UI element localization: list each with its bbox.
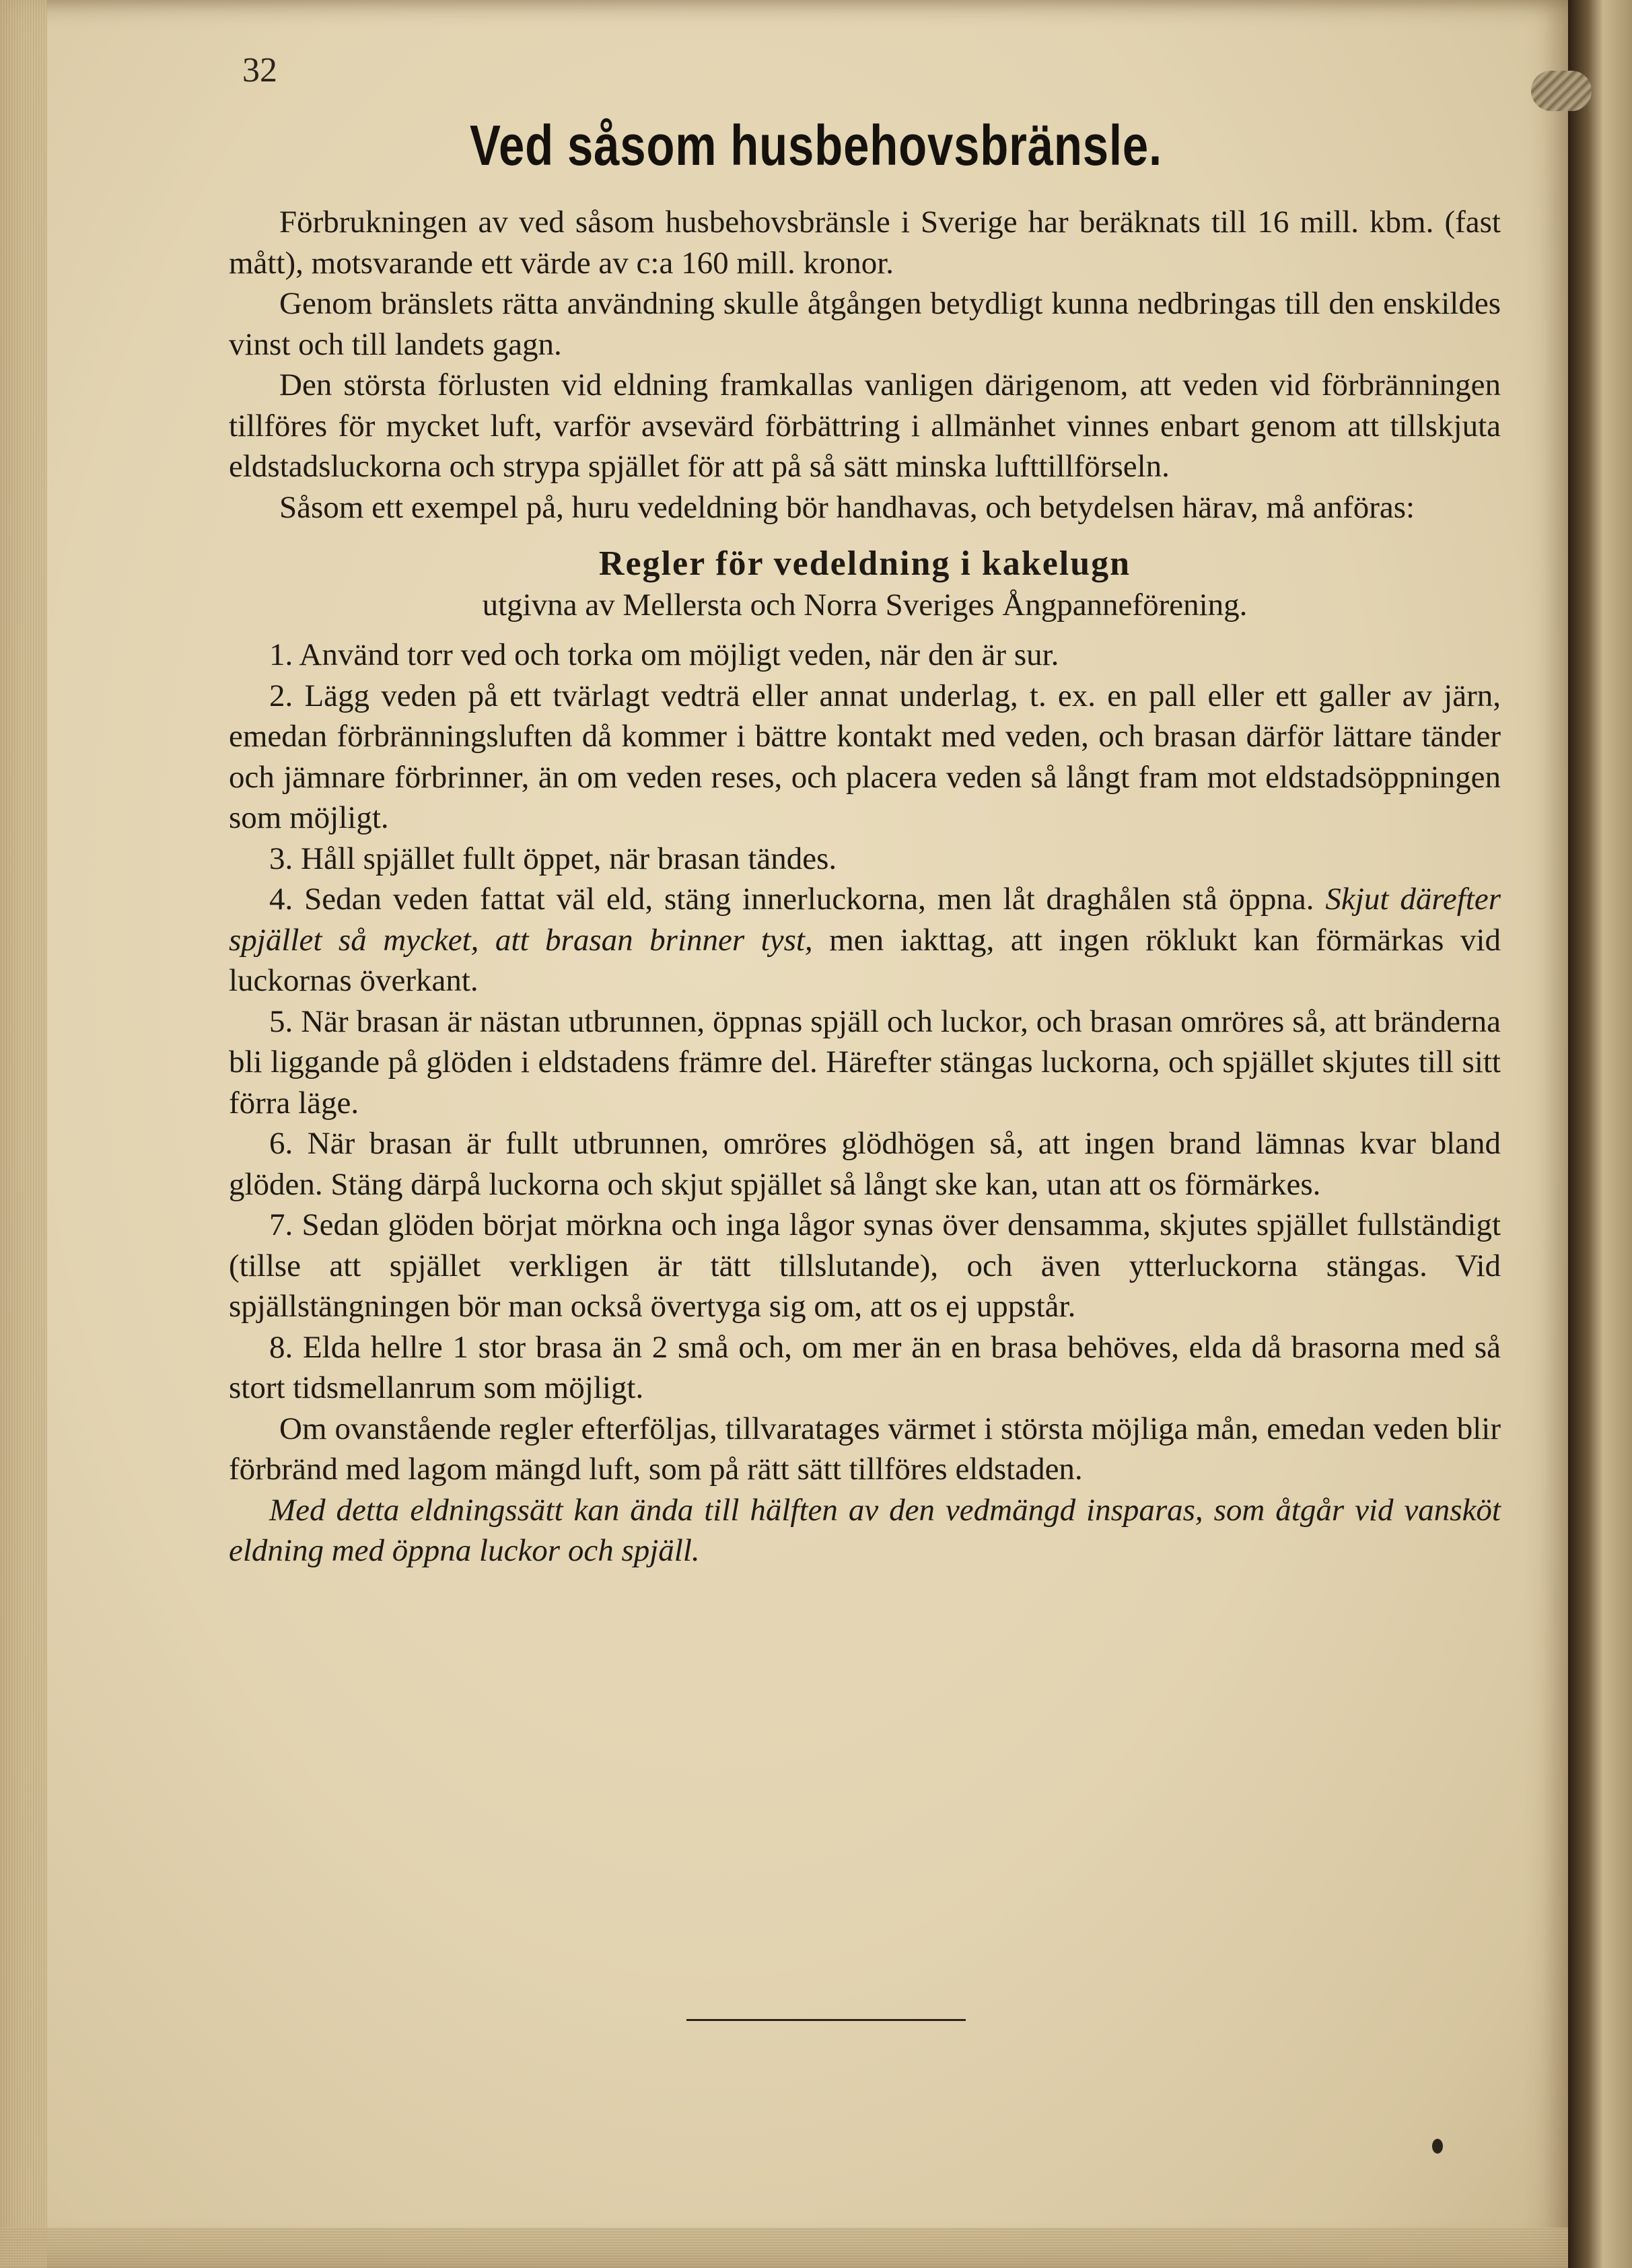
page-title: Ved såsom husbehovsbränsle. [470, 114, 1162, 177]
rule-3: 3. Håll spjället fullt öppet, när brasan tändes. [269, 841, 837, 876]
rule-7: 7. Sedan glöden börjat mörkna och inga lågor synas över densamma, skjutes spjället fullständigt (tillse att spjället verkligen är tätt tillslutande), och även ytterluckorna stängas. Vid spjällstängningen bör man också övertyga sig om, att os ej uppstår. [229, 1207, 1501, 1324]
rule-2: 2. Lägg veden på ett tvärlagt vedträ eller annat underlag, t. ex. en pall eller ett galler av järn, emedan förbränningsluften då kommer i bättre kontakt med veden, och brasan därför lättare tänder och jämnare förbrinner, än om veden reses, och placera veden så långt fram mot eldstadsöppningen som möjligt. [229, 678, 1501, 835]
rule-4-text-end: men iakttag, att ingen röklukt kan förmärkas vid luckornas överkant. [229, 922, 1501, 998]
rule-1: 1. Använd torr ved och torka om möjligt veden, när den är sur. [269, 637, 1059, 672]
ink-speck [1432, 2139, 1443, 2154]
final-italic-paragraph: Med detta eldningssätt kan ända till hälften av den vedmängd insparas, som åtgår vid vansköt eldning med öppna luckor och spjäll. [229, 1492, 1501, 1568]
body-text [229, 202, 1501, 1571]
rule-8: 8. Elda hellre 1 stor brasa än 2 små och, om mer än en brasa behöves, elda då brasorna med så stort tidsmellanrum som möjligt. [229, 1329, 1501, 1405]
rule-4-italic-text: Skjut därefter spjället så mycket, att brasan brinner tyst, [229, 882, 1501, 958]
intro-paragraph-4: Såsom ett exempel på, huru vedeldning bör handhavas, och betydelsen härav, må anföras: [279, 489, 1415, 525]
rules-heading: Regler för vedeldning i kakelugn [598, 544, 1131, 583]
page-number: 32 [242, 51, 277, 90]
binding-string [1531, 71, 1592, 111]
bottom-page-edges [0, 2228, 1575, 2268]
intro-paragraph-1: Förbrukningen av ved såsom husbehovsbränsle i Sverige har beräknats till 16 mill. kbm. (fast mått), motsvarande ett värde av c:a 160 mill. kronor. [229, 205, 1501, 281]
closing-paragraph: Om ovanstående regler efterföljas, tillvaratages värmet i största möjliga mån, emedan veden blir förbränd med lagom mängd luft, som på rätt sätt tillföres eldstaden. [229, 1411, 1501, 1487]
rule-4-text: 4. Sedan veden fattat väl eld, stäng innerluckorna, men låt draghålen stå öppna. [269, 882, 1326, 917]
section-divider [686, 2019, 966, 2021]
page-edges [0, 0, 47, 2268]
book-binding [1568, 0, 1632, 2268]
rule-5: 5. När brasan är nästan utbrunnen, öppnas spjäll och luckor, och brasan omröres så, att bränderna bli liggande på glöden i eldstadens främre del. Härefter stängas luckorna, och spjället skjutes till sitt förra läge. [229, 1003, 1501, 1121]
rule-6: 6. När brasan är fullt utbrunnen, omröres glödhögen så, att ingen brand lämnas kvar bland glöden. Stäng därpå luckorna och skjut spjället så långt ske kan, utan att os förmärkes. [229, 1126, 1501, 1202]
intro-paragraph-3: Den största förlusten vid eldning framkallas vanligen därigenom, att veden vid förbränningen tillföres för mycket luft, varför avsevärd förbättring i allmänhet vinnes enbart genom att tillskjuta eldstadsluckorna och strypa spjället för att på så sätt minska lufttillförseln. [229, 367, 1501, 484]
rule-4 [229, 879, 1501, 1001]
intro-paragraph-2: Genom bränslets rätta användning skulle åtgången betydligt kunna nedbringas till den enskildes vinst och till landets gagn. [229, 286, 1501, 362]
rules-subheading: utgivna av Mellersta och Norra Sveriges Ångpanneförening. [482, 587, 1248, 623]
